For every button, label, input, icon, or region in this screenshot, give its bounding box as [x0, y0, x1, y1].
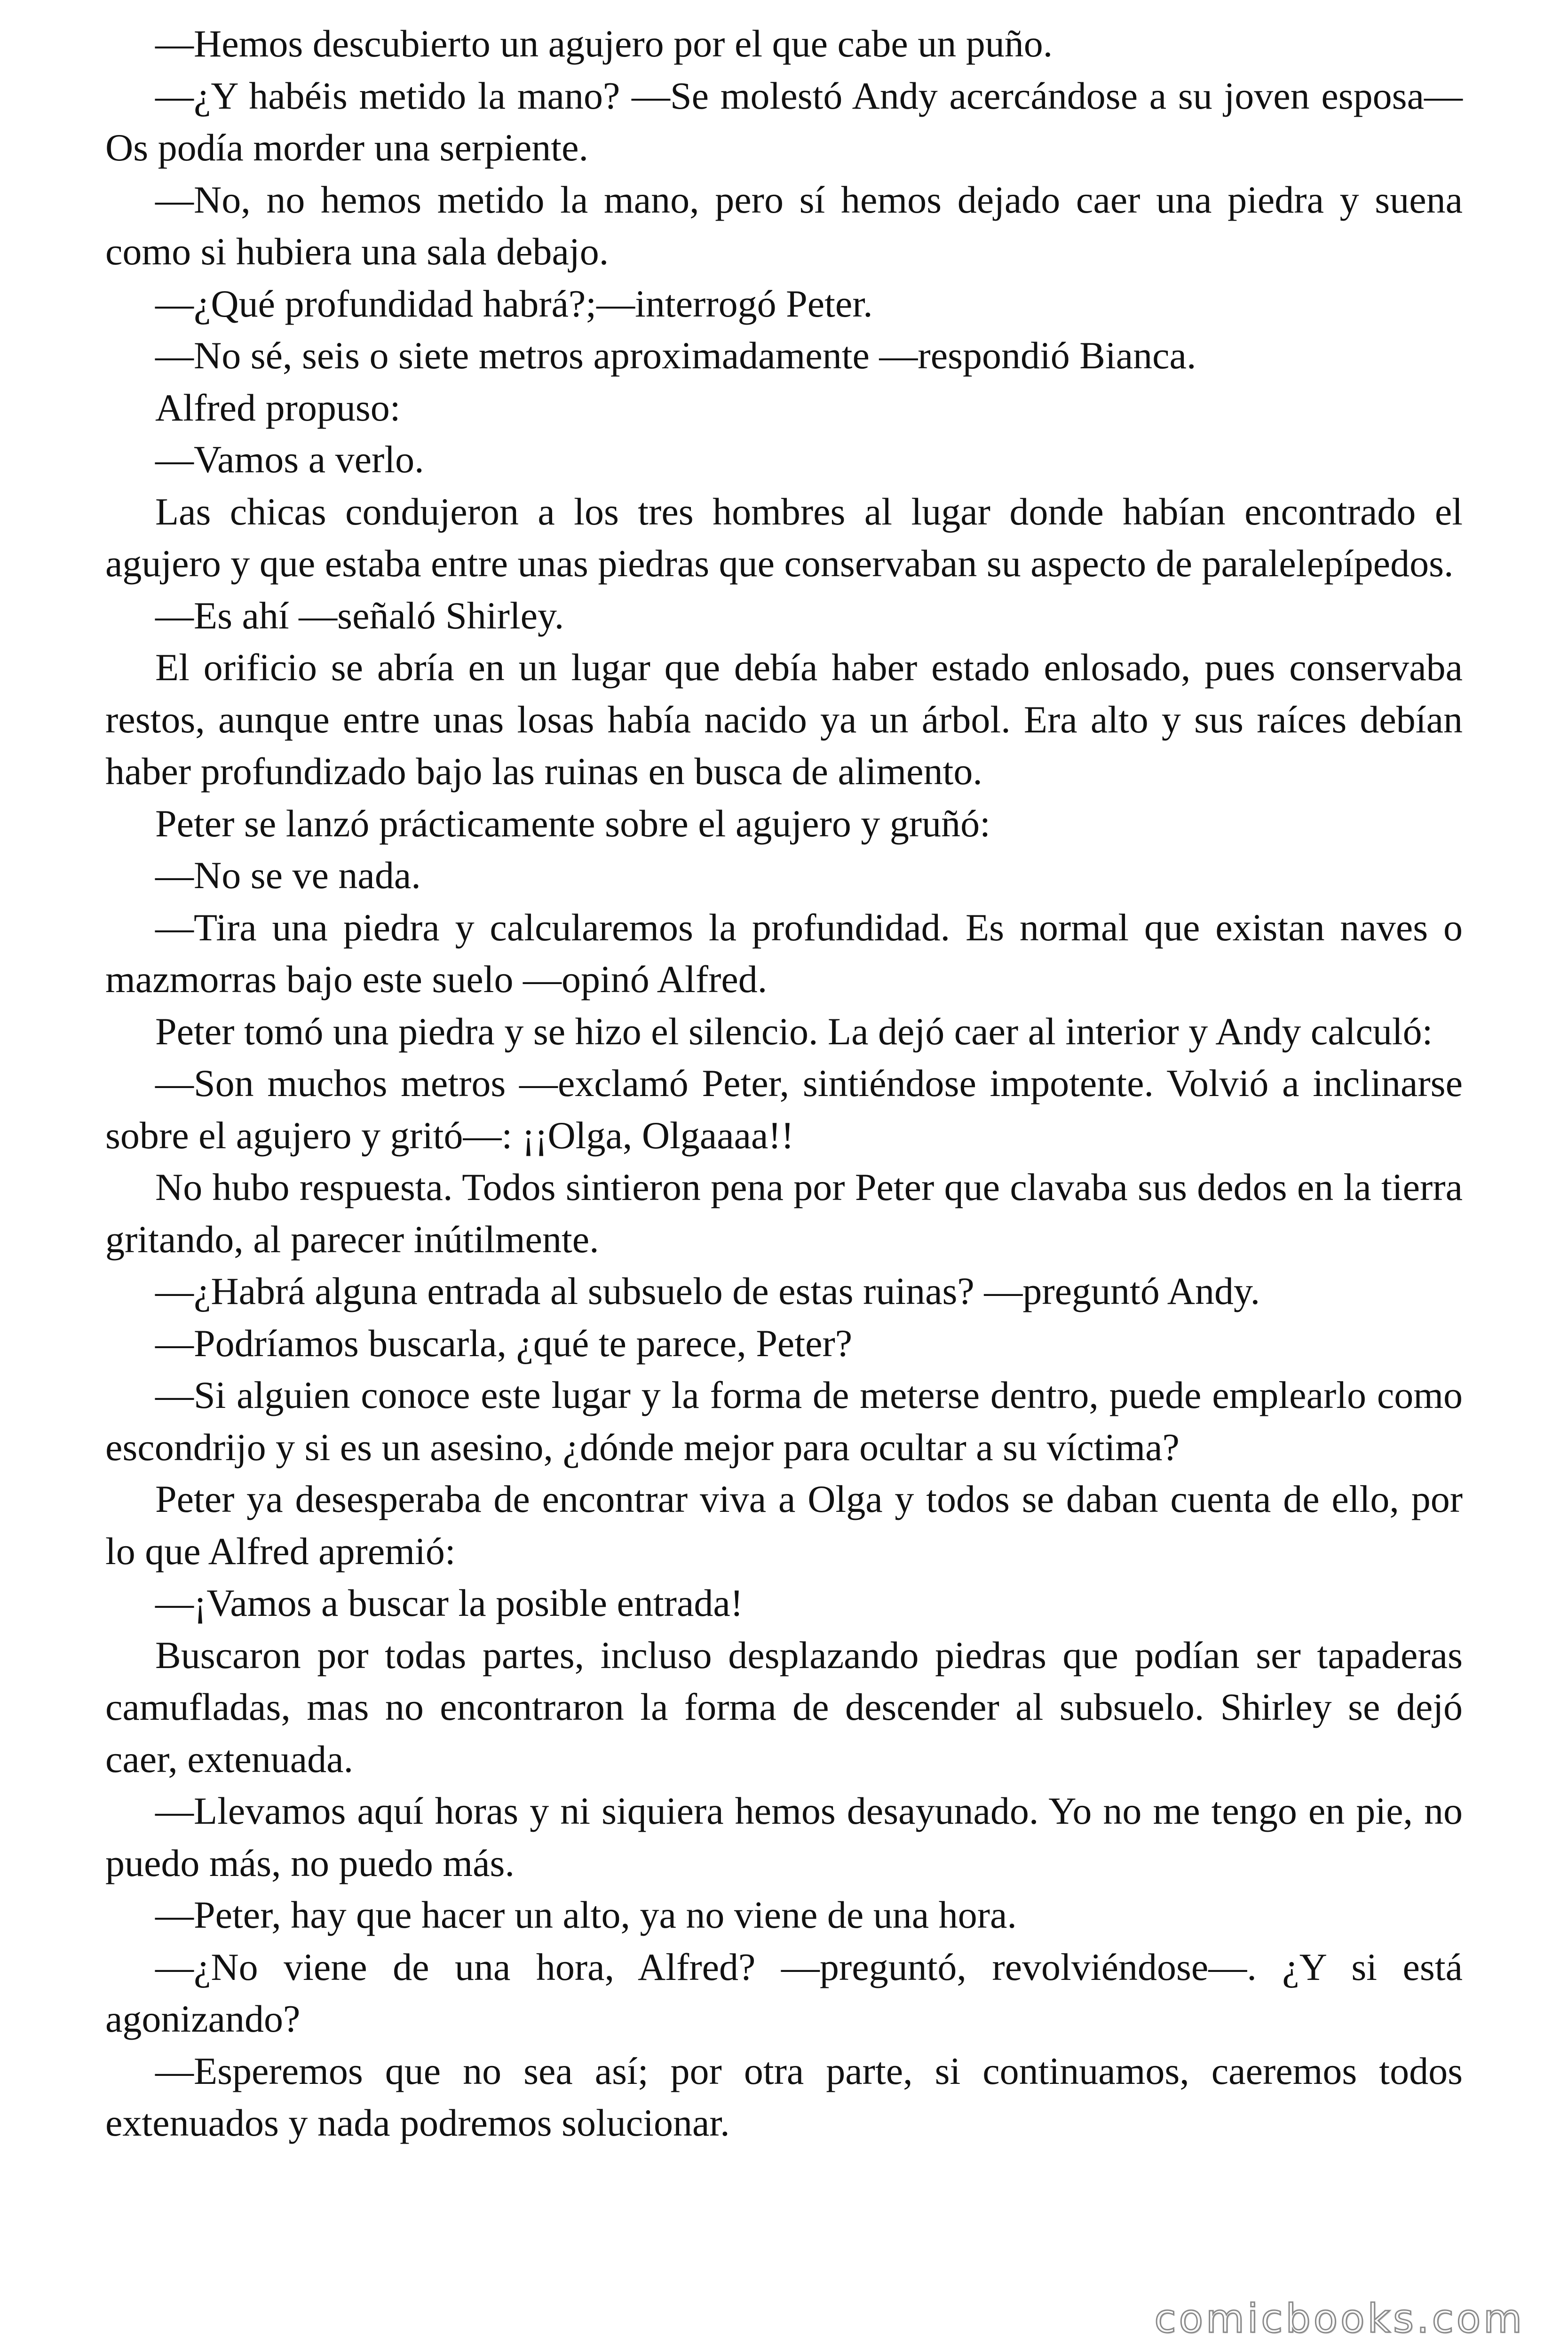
paragraph: —¿No viene de una hora, Alfred? —preguntó, revolviéndose—. ¿Y si está agonizando?: [105, 1945, 1463, 2040]
paragraph: El orificio se abría en un lugar que debía haber estado enlosado, pues conservaba restos, aunque entre unas losas había nacido ya un árbol. Era alto y sus raíces debían haber profundizado bajo las ruinas en busca de alimento.: [105, 646, 1463, 793]
paragraph: —Llevamos aquí horas y ni siquiera hemos desayunado. Yo no me tengo en pie, no puedo más, no puedo más.: [105, 1789, 1463, 1884]
paragraph: —Es ahí —señaló Shirley.: [155, 594, 564, 637]
paragraph: —No se ve nada.: [155, 854, 421, 897]
paragraph: —Esperemos que no sea así; por otra parte, si continuamos, caeremos todos extenuados y nada podremos solucionar.: [105, 2049, 1463, 2144]
paragraph: No hubo respuesta. Todos sintieron pena por Peter que clavaba sus dedos en la tierra gritando, al parecer inútilmente.: [105, 1166, 1463, 1261]
paragraph: —Peter, hay que hacer un alto, ya no viene de una hora.: [155, 1893, 1017, 1936]
paragraph: Peter se lanzó prácticamente sobre el agujero y gruñó:: [155, 802, 990, 845]
paragraph: —¿Y habéis metido la mano? —Se molestó Andy acercándose a su joven esposa— Os podía morder una serpiente.: [105, 74, 1463, 169]
paragraph: —Vamos a verlo.: [155, 438, 424, 481]
paragraph: —Si alguien conoce este lugar y la forma de meterse dentro, puede emplearlo como escondrijo y si es un asesino, ¿dónde mejor para ocultar a su víctima?: [105, 1374, 1463, 1469]
paragraph: Las chicas condujeron a los tres hombres al lugar donde habían encontrado el agujero y que estaba entre unas piedras que conservaban su aspecto de paralelepípedos.: [105, 490, 1463, 585]
book-page-text: [105, 18, 1463, 2149]
paragraph: Buscaron por todas partes, incluso desplazando piedras que podían ser tapaderas camufladas, mas no encontraron la forma de descender al subsuelo. Shirley se dejó caer, extenuada.: [105, 1633, 1463, 1780]
paragraph: Alfred propuso:: [155, 386, 401, 429]
paragraph: —¿Qué profundidad habrá?;—interrogó Peter.: [155, 282, 873, 325]
paragraph: —No sé, seis o siete metros aproximadamente —respondió Bianca.: [155, 334, 1196, 377]
paragraph: Peter tomó una piedra y se hizo el silencio. La dejó caer al interior y Andy calculó:: [155, 1009, 1433, 1053]
paragraph: —¡Vamos a buscar la posible entrada!: [155, 1581, 744, 1624]
paragraph: —No, no hemos metido la mano, pero sí hemos dejado caer una piedra y suena como si hubiera una sala debajo.: [105, 178, 1463, 273]
paragraph: —Tira una piedra y calcularemos la profundidad. Es normal que existan naves o mazmorras bajo este suelo —opinó Alfred.: [105, 906, 1463, 1001]
paragraph: —Podríamos buscarla, ¿qué te parece, Peter?: [155, 1321, 853, 1365]
paragraph: —Hemos descubierto un agujero por el que cabe un puño.: [155, 22, 1053, 65]
paragraph: —Son muchos metros —exclamó Peter, sintiéndose impotente. Volvió a inclinarse sobre el agujero y gritó—: ¡¡Olga, Olgaaaa!!: [105, 1062, 1463, 1157]
paragraph: —¿Habrá alguna entrada al subsuelo de estas ruinas? —preguntó Andy.: [155, 1270, 1260, 1312]
watermark-logo: comicbooks.com: [1154, 2296, 1525, 2342]
paragraph: Peter ya desesperaba de encontrar viva a Olga y todos se daban cuenta de ello, por lo que Alfred apremió:: [105, 1478, 1463, 1573]
